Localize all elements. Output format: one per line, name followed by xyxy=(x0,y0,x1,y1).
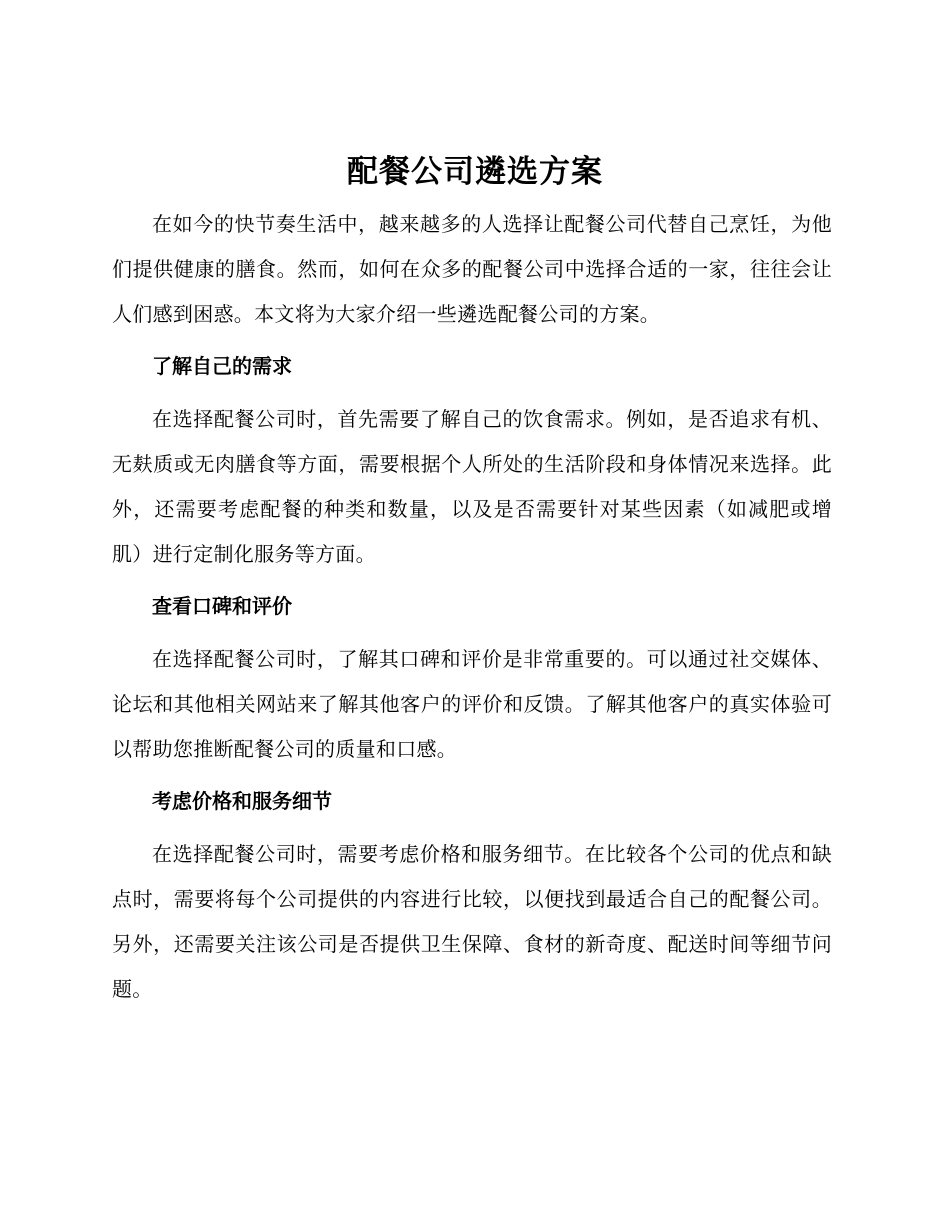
document-body xyxy=(112,202,832,1012)
section-heading-reviews: 查看口碑和评价 xyxy=(152,594,292,618)
section-heading-needs: 了解自己的需求 xyxy=(152,354,292,378)
document-title: 配餐公司遴选方案 xyxy=(347,154,603,190)
section-paragraph-price-service: 在选择配餐公司时，需要考虑价格和服务细节。在比较各个公司的优点和缺点时，需要将每个公司提供的内容进行比较，以便找到最适合自己的配餐公司。另外，还需要关注该公司是否提供卫生保障、食材的新奇度、配送时间等细节问题。 xyxy=(112,842,832,1001)
section-heading-price-service: 考虑价格和服务细节 xyxy=(152,789,332,813)
section-paragraph-needs: 在选择配餐公司时，首先需要了解自己的饮食需求。例如，是否追求有机、无麸质或无肉膳食等方面，需要根据个人所处的生活阶段和身体情况来选择。此外，还需要考虑配餐的种类和数量，以及是否需要针对某些因素（如减肥或增肌）进行定制化服务等方面。 xyxy=(112,407,832,566)
intro-paragraph: 在如今的快节奏生活中，越来越多的人选择让配餐公司代替自己烹饪，为他们提供健康的膳食。然而，如何在众多的配餐公司中选择合适的一家，往往会让人们感到困惑。本文将为大家介绍一些遴选配餐公司的方案。 xyxy=(112,212,832,326)
section-paragraph-reviews: 在选择配餐公司时，了解其口碑和评价是非常重要的。可以通过社交媒体、论坛和其他相关网站来了解其他客户的评价和反馈。了解其他客户的真实体验可以帮助您推断配餐公司的质量和口感。 xyxy=(112,647,832,761)
